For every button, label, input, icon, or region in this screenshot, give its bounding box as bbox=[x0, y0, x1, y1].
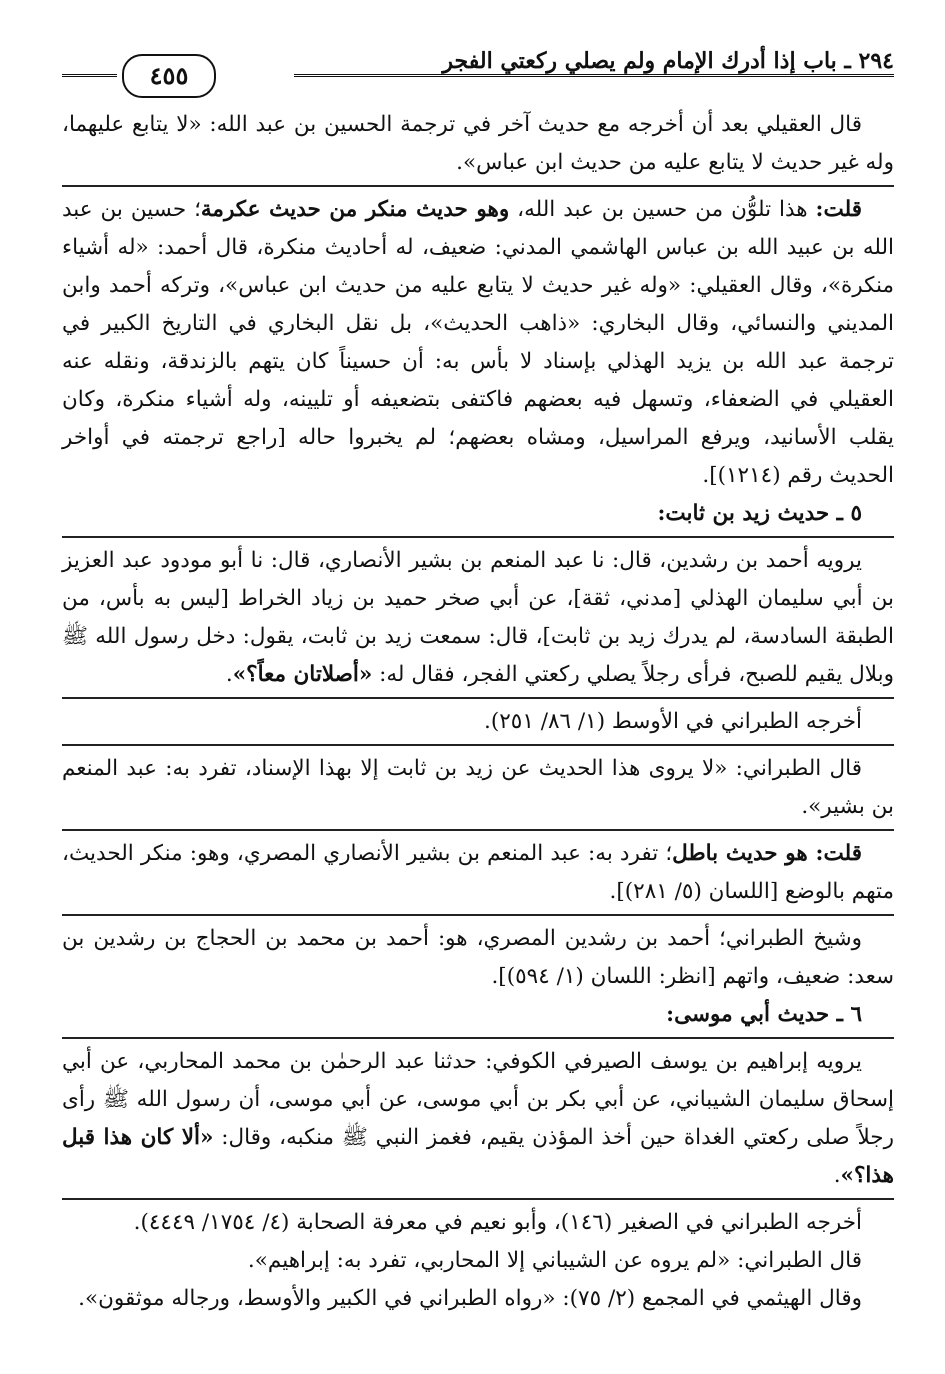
paragraph bbox=[62, 835, 894, 911]
section-heading: ٥ ـ حديث زيد بن ثابت: bbox=[657, 501, 862, 526]
divider bbox=[62, 697, 894, 699]
divider bbox=[62, 1198, 894, 1200]
paragraph-text: يرويه إبراهيم بن يوسف الصيرفي الكوفي: حدثنا عبد الرحمٰن بن محمد المحاربي، عن أبي إسحاق سليمان الشيباني، عن أبي بكر بن أبي موسى، عن أبي موسى، أن رسول الله ﷺ رأى رجلاً صلى ركعتي الغداة حين أخذ المؤذن يقيم، فغمز النبي ﷺ منكبه، وقال: bbox=[62, 1049, 894, 1150]
paragraph: أخرجه الطبراني في الصغير (١٤٦)، وأبو نعيم في معرفة الصحابة (٤/ ١٧٥٤/ ٤٤٤٩). bbox=[133, 1210, 862, 1235]
divider bbox=[62, 744, 894, 746]
paragraph: قال العقيلي بعد أن أخرجه مع حديث آخر في ترجمة الحسين بن عبد الله: «لا يتابع عليهما، وله غير حديث لا يتابع عليه من حديث ابن عباس». bbox=[62, 112, 894, 175]
verdict-text: وهو حديث منكر من حديث عكرمة bbox=[200, 197, 510, 222]
page-header bbox=[62, 44, 894, 106]
page-body bbox=[62, 106, 894, 1318]
paragraph-text: ؛ تفرد به: عبد المنعم بن بشير الأنصاري المصري، وهو: منكر الحديث، متهم بالوضع [اللسان (٥/ ٢٨١)]. bbox=[62, 841, 894, 904]
paragraph bbox=[62, 191, 894, 495]
paragraph-text: هذا تلوُّن من حسين بن عبد الله، bbox=[509, 197, 816, 222]
running-title: ٢٩٤ ـ باب إذا أدرك الإمام ولم يصلي ركعتي الفجر bbox=[442, 48, 894, 74]
verdict-text: هو حديث باطل bbox=[672, 841, 816, 866]
paragraph: قال الطبراني: «لم يروه عن الشيباني إلا المحاربي، تفرد به: إبراهيم». bbox=[247, 1248, 862, 1273]
page-number: ٤٥٥ bbox=[122, 54, 216, 98]
header-rule bbox=[294, 74, 894, 77]
hadith-matn: «أصلاتان معاً؟» bbox=[232, 662, 373, 687]
divider bbox=[62, 914, 894, 916]
paragraph-text: . bbox=[225, 662, 233, 687]
paragraph: وشيخ الطبراني؛ أحمد بن رشدين المصري، هو: أحمد بن محمد بن الحجاج بن رشدين بن سعد: ضعيف، واتهم [انظر: اللسان (١/ ٥٩٤)]. bbox=[62, 926, 894, 989]
paragraph-text: . bbox=[833, 1163, 841, 1188]
paragraph bbox=[62, 1043, 894, 1195]
qult-label: قلت: bbox=[815, 197, 862, 222]
section-heading: ٦ ـ حديث أبي موسى: bbox=[666, 1002, 862, 1027]
paragraph: أخرجه الطبراني في الأوسط (١/ ٨٦/ ٢٥١). bbox=[483, 709, 862, 734]
header-rule-left bbox=[62, 74, 117, 77]
divider bbox=[62, 1037, 894, 1039]
paragraph: قال الطبراني: «لا يروى هذا الحديث عن زيد بن ثابت إلا بهذا الإسناد، تفرد به: عبد المنعم بن بشير». bbox=[62, 756, 894, 819]
hadith-matn: «ألا كان هذا قبل هذا؟» bbox=[62, 1125, 894, 1188]
paragraph bbox=[62, 542, 894, 694]
paragraph-text: ؛ حسين بن عبد الله بن عبيد الله بن عباس الهاشمي المدني: ضعيف، له أحاديث منكرة، قال أحمد: «له أشياء منكرة»، وقال العقيلي: «وله غير حديث لا يتابع عليه من حديث ابن عباس»، وتركه أحمد وابن المديني والنسائي، وقال البخاري: «ذاهب الحديث»، بل نقل البخاري في التاريخ الكبير في ترجمة عبد الله بن يزيد الهذلي بإسناد لا بأس به: أن حسيناً كان يتهم بالزندقة، ونقله عنه العقيلي في الضعفاء، وتسهل فيه بعضهم فاكتفى بتضعيفه أو تليينه، وله أشياء منكرة، وكان يقلب الأسانيد، ويرفع المراسيل، ومشاه بعضهم؛ لم يخبروا حاله [راجع ترجمته في أواخر الحديث رقم (١٢١٤)]. bbox=[62, 197, 894, 488]
paragraph-text: يرويه أحمد بن رشدين، قال: نا عبد المنعم بن بشير الأنصاري، قال: نا أبو مودود عبد العزيز بن أبي سليمان الهذلي [مدني، ثقة]، عن أبي صخر حميد بن زياد الخراط [ليس به بأس، من الطبقة السادسة، لم يدرك زيد بن ثابت]، قال: سمعت زيد بن ثابت، يقول: دخل رسول الله ﷺ وبلال يقيم للصبح، فرأى رجلاً يصلي ركعتي الفجر، فقال له: bbox=[62, 548, 894, 687]
book-page bbox=[62, 44, 894, 1344]
divider bbox=[62, 185, 894, 187]
qult-label: قلت: bbox=[815, 841, 862, 866]
divider bbox=[62, 536, 894, 538]
paragraph: وقال الهيثمي في المجمع (٢/ ٧٥): «رواه الطبراني في الكبير والأوسط، ورجاله موثقون». bbox=[78, 1286, 862, 1311]
divider bbox=[62, 829, 894, 831]
